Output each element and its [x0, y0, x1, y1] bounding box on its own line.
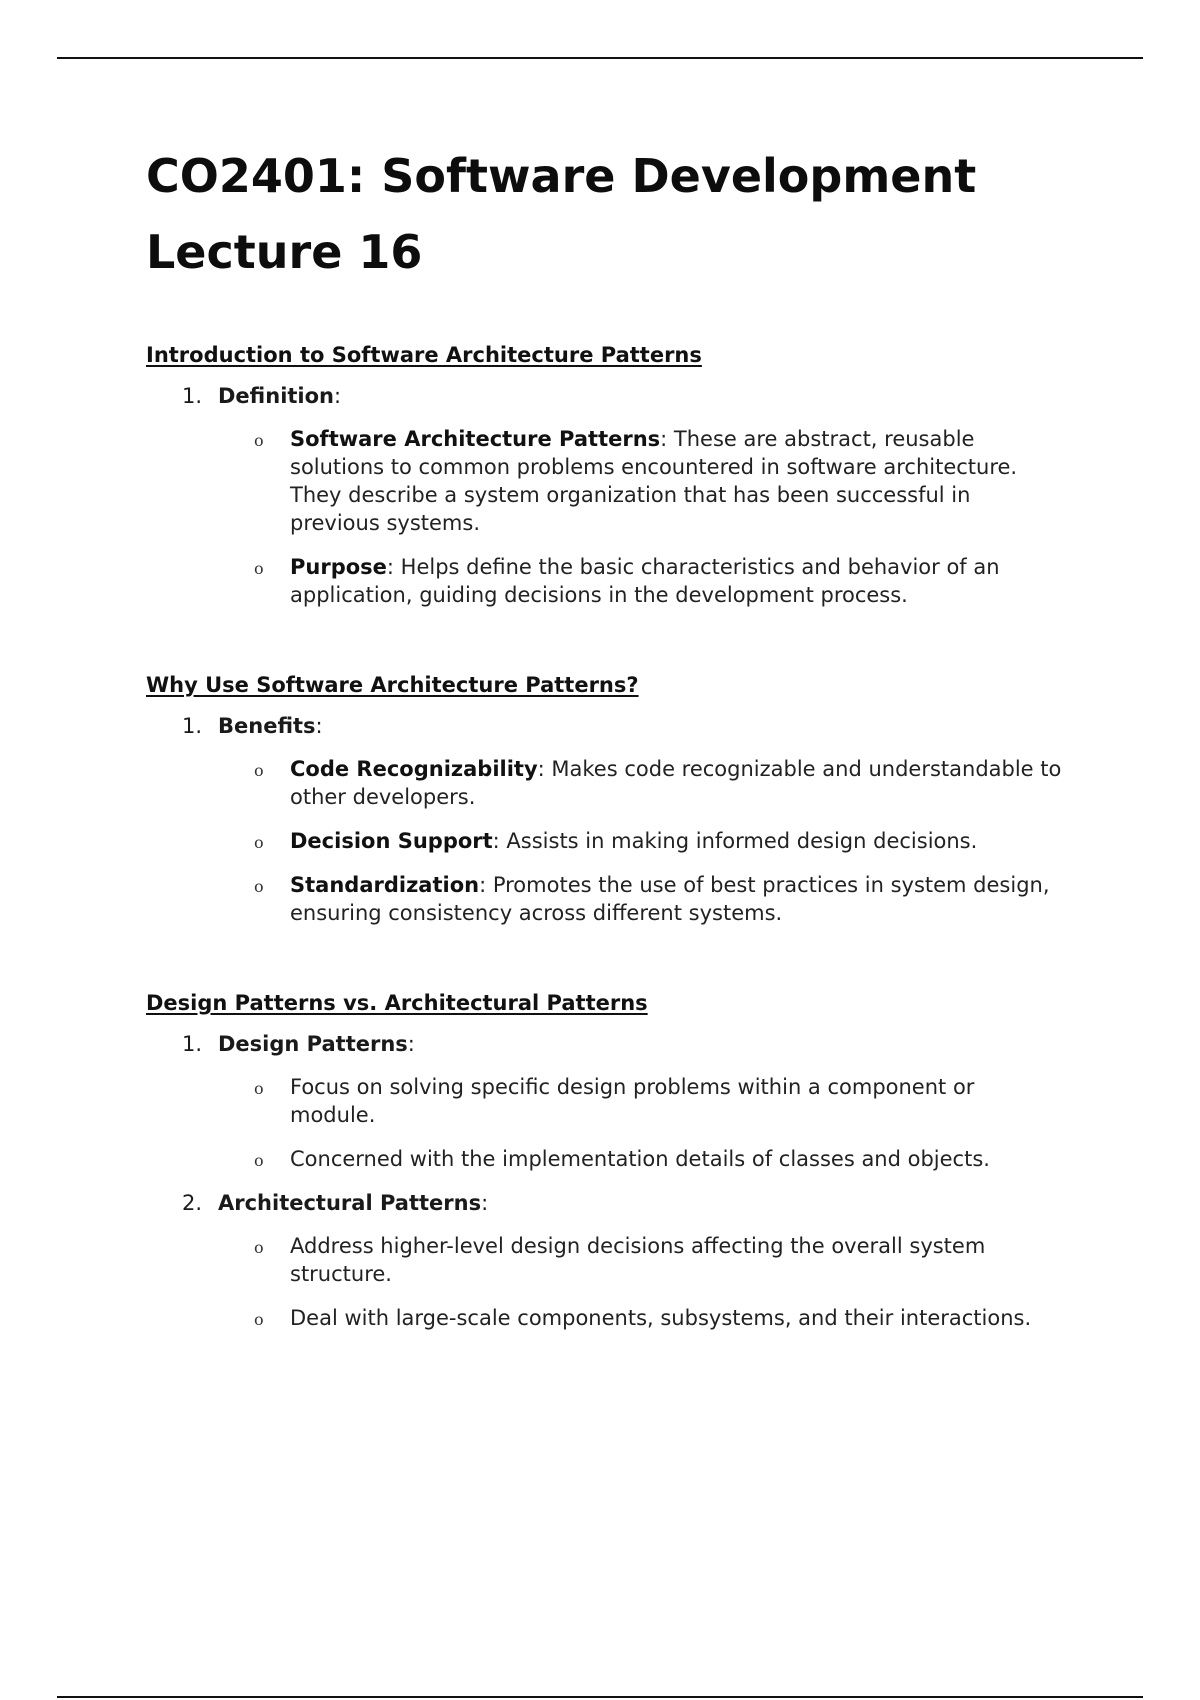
bullet-marker: o — [254, 1310, 264, 1329]
list-item — [146, 755, 1066, 811]
bullet-term: Standardization — [290, 873, 480, 897]
numbered-item-architectural-patterns — [146, 1189, 1066, 1217]
section-introduction — [146, 341, 1066, 609]
bullet-marker: o — [254, 1151, 264, 1170]
section-design-vs-architectural — [146, 989, 1066, 1332]
item-term: Definition — [218, 384, 335, 408]
bullet-text: : Assists in making informed design decisions. — [492, 829, 978, 853]
list-item — [146, 871, 1066, 927]
list-item — [146, 553, 1066, 609]
numbered-item-benefits — [146, 712, 1066, 740]
item-number: 2. — [182, 1191, 203, 1215]
list-item — [146, 1145, 1066, 1173]
bullet-text: : Makes code recognizable and understandable to other developers. — [290, 757, 1062, 809]
numbered-item-definition — [146, 382, 1066, 410]
bullet-text: : These are abstract, reusable solutions to common problems encountered in software architecture. They describe a system organization that has been successful in previous systems. — [290, 427, 1018, 535]
title-line-2: Lecture 16 — [146, 225, 423, 279]
section-heading: Introduction to Software Architecture Patterns — [146, 343, 702, 367]
bullet-list — [146, 425, 1066, 609]
bullet-marker: o — [254, 833, 264, 852]
bullet-list — [146, 1073, 1066, 1173]
bullet-text: Focus on solving specific design problems within a component or module. — [290, 1075, 975, 1127]
bullet-text: Concerned with the implementation details of classes and objects. — [290, 1147, 990, 1171]
item-number: 1. — [182, 384, 203, 408]
item-suffix: : — [481, 1191, 489, 1215]
item-term: Design Patterns — [218, 1032, 408, 1056]
item-term: Benefits — [218, 714, 316, 738]
bullet-term: Code Recognizability — [290, 757, 538, 781]
bullet-marker: o — [254, 877, 264, 896]
title-line-1: CO2401: Software Development — [146, 149, 977, 203]
section-heading: Why Use Software Architecture Patterns? — [146, 673, 639, 697]
item-suffix: : — [407, 1032, 415, 1056]
numbered-item-design-patterns — [146, 1030, 1066, 1058]
footer-rule — [57, 1696, 1143, 1698]
list-item — [146, 1073, 1066, 1129]
bullet-term: Decision Support — [290, 829, 493, 853]
list-item — [146, 425, 1066, 537]
document-page — [146, 138, 1066, 1332]
bullet-list — [146, 1232, 1066, 1332]
document-title — [146, 138, 1066, 290]
bullet-text: Address higher-level design decisions affecting the overall system structure. — [290, 1234, 986, 1286]
bullet-text: : Promotes the use of best practices in system design, ensuring consistency across different systems. — [290, 873, 1050, 925]
bullet-marker: o — [254, 431, 264, 450]
bullet-marker: o — [254, 1079, 264, 1098]
item-suffix: : — [315, 714, 323, 738]
bullet-text: Deal with large-scale components, subsystems, and their interactions. — [290, 1306, 1032, 1330]
bullet-text: : Helps define the basic characteristics and behavior of an application, guiding decisions in the development process. — [290, 555, 1000, 607]
item-suffix: : — [334, 384, 342, 408]
item-number: 1. — [182, 714, 203, 738]
list-item — [146, 1232, 1066, 1288]
bullet-marker: o — [254, 761, 264, 780]
bullet-list — [146, 755, 1066, 927]
section-why-use — [146, 671, 1066, 927]
section-heading: Design Patterns vs. Architectural Patterns — [146, 991, 648, 1015]
list-item — [146, 1304, 1066, 1332]
bullet-term: Purpose — [290, 555, 387, 579]
bullet-marker: o — [254, 559, 264, 578]
bullet-term: Software Architecture Patterns — [290, 427, 661, 451]
bullet-marker: o — [254, 1238, 264, 1257]
item-term: Architectural Patterns — [218, 1191, 482, 1215]
header-rule — [57, 57, 1143, 59]
list-item — [146, 827, 1066, 855]
item-number: 1. — [182, 1032, 203, 1056]
